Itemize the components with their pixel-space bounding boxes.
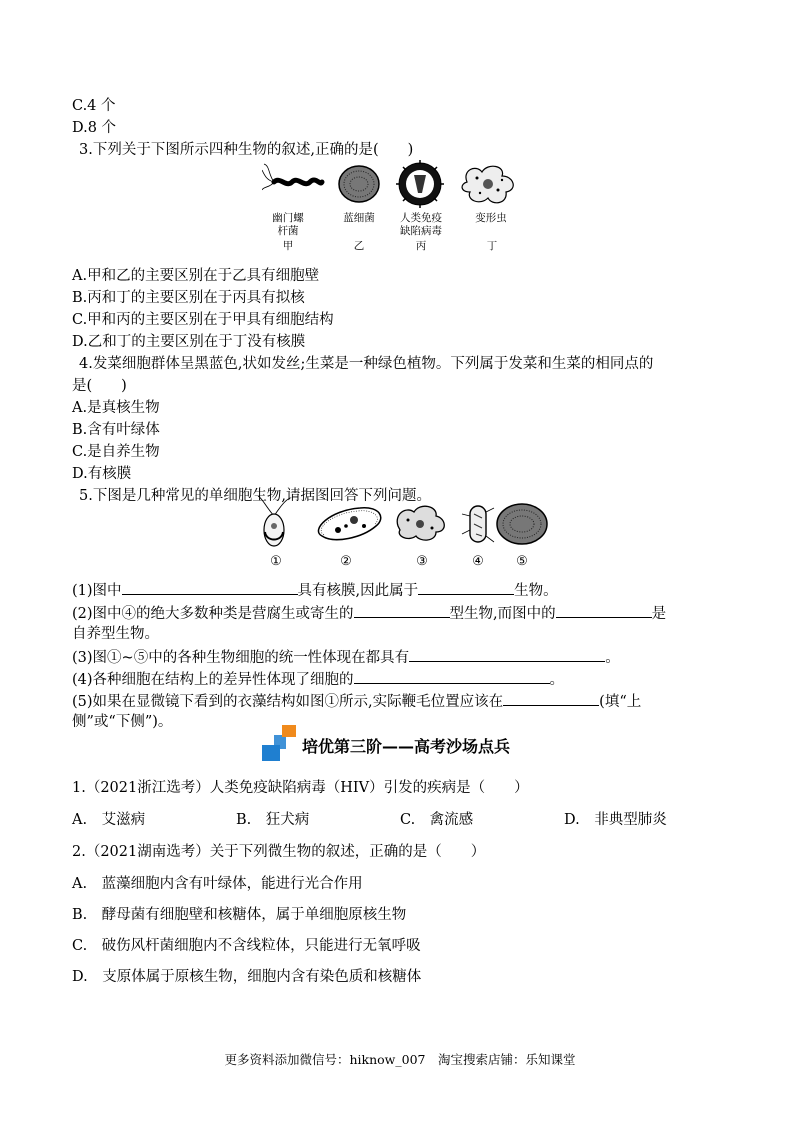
q4-option-b: B.含有叶绿体 <box>72 422 160 438</box>
q3-option-a: A.甲和乙的主要区别在于乙具有细胞壁 <box>72 268 320 284</box>
answer-blank-5[interactable] <box>503 690 599 706</box>
section-title: 培优第三阶——高考沙场点兵 <box>302 737 511 756</box>
exam2-option-b: B. 酵母菌有细胞壁和核糖体，属于单细胞原核生物 <box>72 907 407 923</box>
figure-num-1: ① <box>270 554 282 569</box>
cyanobacteria-image-2 <box>497 504 547 544</box>
option-d-prev: D.8 个 <box>72 120 117 136</box>
q5-sub5: (5)如果在显微镜下看到的衣藻结构如图①所示,实际鞭毛位置应该在 (填“上 <box>72 690 641 712</box>
answer-blank-2b[interactable] <box>556 602 652 618</box>
cyanobacteria-image <box>339 166 379 202</box>
exam1-stem: 1.（2021浙江选考）人类免疫缺陷病毒（HIV）引发的疾病是（ ） <box>72 780 529 796</box>
q5-sub2: (2)图中④的绝大多数种类是营腐生或寄生的 型生物,而图中的 是 <box>72 602 666 624</box>
caption-amoeba: 变形虫 <box>475 212 507 224</box>
q4-option-a: A.是真核生物 <box>72 400 160 416</box>
q5-sub5-cont: 侧”或“下侧”)。 <box>72 714 173 730</box>
answer-blank-1b[interactable] <box>418 579 514 595</box>
caption-cyanobacteria: 蓝细菌 <box>343 212 375 224</box>
figure-num-2: ② <box>340 554 352 569</box>
section-banner-icon <box>262 725 298 761</box>
q5-cells-figure <box>250 496 550 552</box>
q5-sub4: (4)各种细胞在结构上的差异性体现了细胞的 。 <box>72 668 564 690</box>
q3-organisms-figure <box>262 160 532 212</box>
answer-blank-3[interactable] <box>409 646 605 662</box>
tag-bing: 丙 <box>415 240 427 252</box>
exam1-option-d: D. 非典型肺炎 <box>564 812 667 828</box>
q5-sub2-cont: 自养型生物。 <box>72 626 159 642</box>
q4-option-c: C.是自养生物 <box>72 444 160 460</box>
exam1-option-c: C. 禽流感 <box>400 812 474 828</box>
answer-blank-2a[interactable] <box>354 602 450 618</box>
exam2-option-d: D. 支原体属于原核生物，细胞内含有染色质和核糖体 <box>72 969 422 985</box>
page-footer: 更多资料添加微信号：hiknow_007 淘宝搜索店铺：乐知课堂 <box>224 1052 576 1067</box>
amoeba-image <box>462 166 513 203</box>
exam1-option-a: A. 艾滋病 <box>72 812 146 828</box>
paramecium-image <box>318 508 380 540</box>
q3-stem: 3.下列关于下图所示四种生物的叙述,正确的是( ) <box>79 142 414 158</box>
answer-blank-4[interactable] <box>354 668 550 684</box>
q3-option-d: D.乙和丁的主要区别在于丁没有核膜 <box>72 334 306 350</box>
caption-helicobacter: 幽门螺 杆菌 <box>272 212 304 237</box>
figure-num-5: ⑤ <box>516 554 528 569</box>
figure-num-4: ④ <box>472 554 484 569</box>
chlamydomonas-image <box>258 496 290 546</box>
exam2-stem: 2.（2021湖南选考）关于下列微生物的叙述，正确的是（ ） <box>72 844 486 860</box>
q5-stem: 5.下图是几种常见的单细胞生物,请据图回答下列问题。 <box>79 488 431 504</box>
q4-stem-cont: 是( ) <box>72 378 127 394</box>
amoeba-image-2 <box>397 506 444 540</box>
tag-jia: 甲 <box>282 240 294 252</box>
q4-stem: 4.发菜细胞群体呈黑蓝色,状如发丝;生菜是一种绿色植物。下列属于发菜和生菜的相同点的 <box>79 356 654 372</box>
hiv-image <box>396 160 444 208</box>
tag-yi: 乙 <box>353 240 365 252</box>
option-c-prev: C.4 个 <box>72 98 116 114</box>
tag-ding: 丁 <box>486 240 498 252</box>
q5-sub3: (3)图①~⑤中的各种生物细胞的统一性体现在都具有 。 <box>72 646 620 668</box>
q5-sub1: (1)图中 具有核膜,因此属于 生物。 <box>72 579 558 601</box>
exam1-option-b: B. 狂犬病 <box>236 812 310 828</box>
q3-option-c: C.甲和丙的主要区别在于甲具有细胞结构 <box>72 312 334 328</box>
answer-blank-1a[interactable] <box>122 579 298 595</box>
caption-hiv: 人类免疫 缺陷病毒 <box>400 212 442 237</box>
helicobacter-image <box>262 164 322 190</box>
bacterium-image <box>462 506 494 542</box>
q3-option-b: B.丙和丁的主要区别在于丙具有拟核 <box>72 290 305 306</box>
exam2-option-a: A. 蓝藻细胞内含有叶绿体，能进行光合作用 <box>72 876 363 892</box>
q4-option-d: D.有核膜 <box>72 466 132 482</box>
figure-num-3: ③ <box>416 554 428 569</box>
exam2-option-c: C. 破伤风杆菌细胞内不含线粒体，只能进行无氧呼吸 <box>72 938 421 954</box>
